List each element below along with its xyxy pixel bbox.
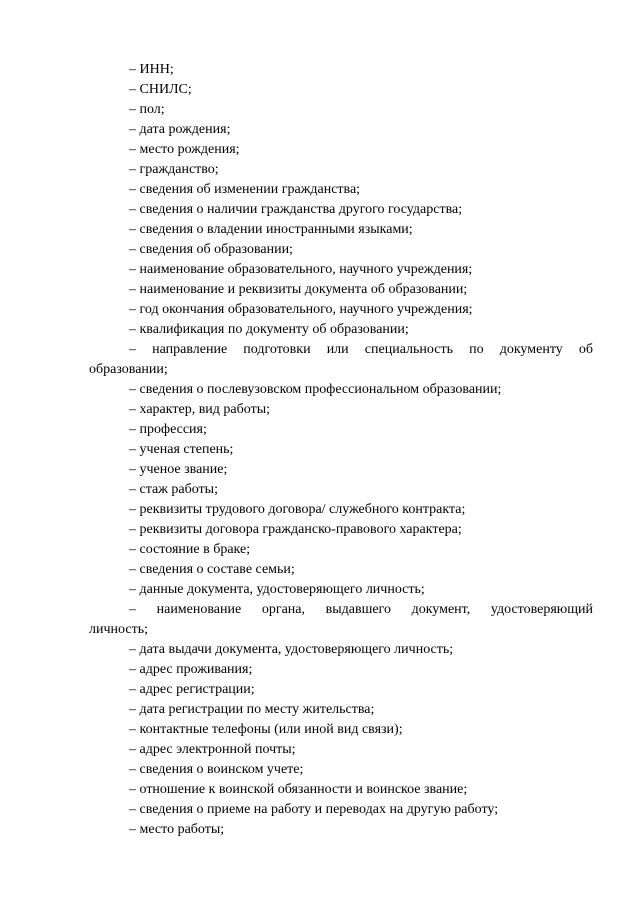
list-item-specialty-line-1: – направление подготовки или специальность по документу об: [129, 342, 593, 357]
list-item-profession: – профессия;: [129, 422, 207, 437]
list-item-citizenship: – гражданство;: [129, 162, 219, 177]
list-item-qualification: – квалификация по документу об образовании;: [129, 322, 409, 337]
list-item-residence-address: – адрес проживания;: [129, 662, 253, 677]
list-item-other-citizenship: – сведения о наличии гражданства другого государства;: [129, 202, 463, 217]
list-item-family: – сведения о составе семьи;: [129, 562, 295, 577]
list-item-issuing-authority: [89, 600, 593, 640]
list-item-foreign-languages: – сведения о владении иностранными языками;: [129, 222, 413, 237]
list-item-citizenship-change: – сведения об изменении гражданства;: [129, 182, 361, 197]
list-item-academic-degree: – ученая степень;: [129, 442, 234, 457]
list-item-specialty-line-2: образовании;: [89, 362, 168, 377]
list-item-issuing-authority-line-2: личность;: [89, 622, 148, 637]
list-item-work-experience: – стаж работы;: [129, 482, 218, 497]
list-item-registration-address: – адрес регистрации;: [129, 682, 255, 697]
list-item-postgraduate: – сведения о послевузовском профессиональном образовании;: [129, 382, 502, 397]
list-item-academic-title: – ученое звание;: [129, 462, 228, 477]
list-item-issuing-authority-line-1: – наименование органа, выдавшего документ, удостоверяющий: [129, 602, 593, 617]
list-item-inn: – ИНН;: [129, 62, 174, 77]
list-item-email: – адрес электронной почты;: [129, 742, 296, 757]
list-item-snils: – СНИЛС;: [129, 82, 192, 97]
list-item-hiring-transfers: – сведения о приеме на работу и переводах на другую работу;: [129, 802, 499, 817]
list-item-sex: – пол;: [129, 102, 165, 117]
list-item-work-type: – характер, вид работы;: [129, 402, 270, 417]
list-item-institution-name: – наименование образовательного, научного учреждения;: [129, 262, 473, 277]
list-item-registration-date: – дата регистрации по месту жительства;: [129, 702, 375, 717]
list-item-civil-contract: – реквизиты договора гражданско-правового характера;: [129, 522, 462, 537]
list-item-labor-contract: – реквизиты трудового договора/ служебного контракта;: [129, 502, 466, 517]
personal-data-list: [89, 60, 593, 840]
list-item-identity-document: – данные документа, удостоверяющего личность;: [129, 582, 425, 597]
list-item-issue-date: – дата выдачи документа, удостоверяющего личность;: [129, 642, 454, 657]
list-item-birth-date: – дата рождения;: [129, 122, 231, 137]
list-item-phones: – контактные телефоны (или иной вид связи);: [129, 722, 403, 737]
list-item-education: – сведения об образовании;: [129, 242, 293, 257]
list-item-specialty: [89, 340, 593, 380]
list-item-graduation-year: – год окончания образовательного, научного учреждения;: [129, 302, 473, 317]
list-item-workplace: – место работы;: [129, 822, 225, 837]
list-item-military-registration: – сведения о воинском учете;: [129, 762, 304, 777]
list-item-education-document: – наименование и реквизиты документа об образовании;: [129, 282, 468, 297]
list-item-birth-place: – место рождения;: [129, 142, 240, 157]
list-item-marital-status: – состояние в браке;: [129, 542, 251, 557]
list-item-military-duty: – отношение к воинской обязанности и воинское звание;: [129, 782, 468, 797]
